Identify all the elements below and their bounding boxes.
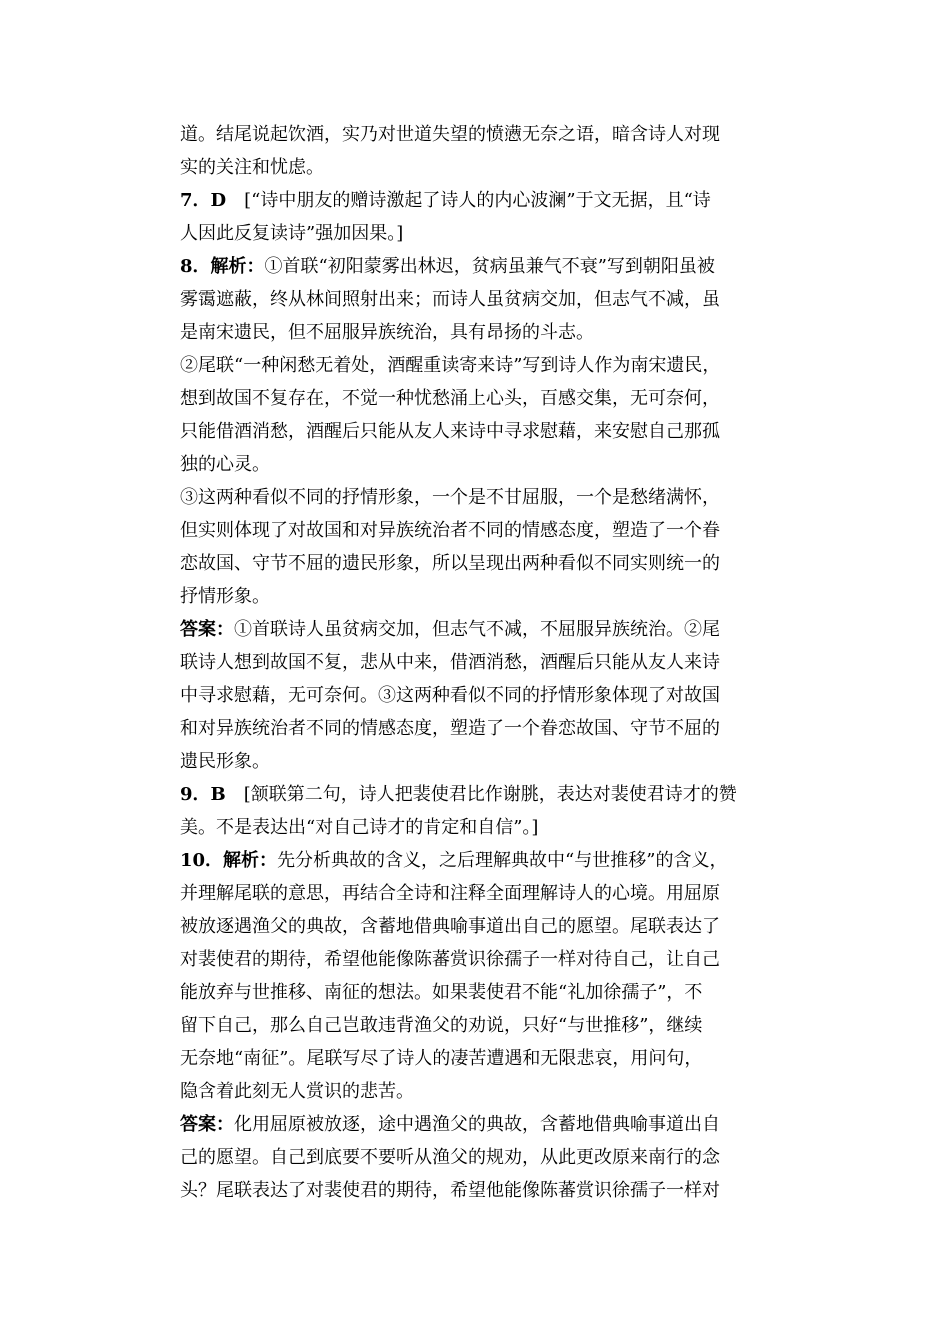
body-text: [颔联第二句，诗人把裴使君比作谢朓，表达对裴使君诗才的赞: [243, 784, 737, 805]
bold-label: 9．B: [180, 784, 244, 805]
body-text: 中寻求慰藉，无可奈何。③这两种看似不同的抒情形象体现了对故国: [180, 685, 720, 706]
body-text: 道。结尾说起饮酒，实乃对世道失望的愤懑无奈之语，暗含诗人对现: [180, 124, 720, 145]
bold-label: 8．解析：: [180, 256, 265, 277]
body-text: 己的愿望。自己到底要不要听从渔父的规劝，从此更改原来南行的念: [180, 1147, 720, 1168]
body-text: 无奈地“南征”。尾联写尽了诗人的凄苦遭遇和无限悲哀，用问句，: [180, 1048, 703, 1069]
text-line: [180, 349, 780, 382]
text-line: [180, 547, 780, 580]
body-text: 实的关注和忧虑。: [180, 157, 324, 178]
text-line: [180, 283, 780, 316]
bold-label: 7．D: [180, 190, 245, 211]
body-text: 并理解尾联的意思，再结合全诗和注释全面理解诗人的心境。用屈原: [180, 883, 720, 904]
body-text: 想到故国不复存在，不觉一种忧愁涌上心头，百感交集，无可奈何，: [180, 388, 720, 409]
body-text: 是南宋遗民，但不屈服异族统治，具有昂扬的斗志。: [180, 322, 594, 343]
body-text: 头？尾联表达了对裴使君的期待，希望他能像陈蕃赏识徐孺子一样对: [180, 1180, 720, 1201]
text-line: [180, 1141, 780, 1174]
text-line: [180, 151, 780, 184]
body-text: ①首联“初阳蒙雾出林迟，贫病虽兼气不衰”写到朝阳虽被: [264, 256, 715, 277]
body-text: 独的心灵。: [180, 454, 270, 475]
text-line: [180, 778, 780, 811]
bold-label: 答案：: [180, 1114, 234, 1135]
text-line: [180, 679, 780, 712]
body-text: 被放逐遇渔父的典故，含蓄地借典喻事道出自己的愿望。尾联表达了: [180, 916, 720, 937]
bold-label: 10．解析：: [180, 850, 278, 871]
text-line: [180, 976, 780, 1009]
body-text: 联诗人想到故国不复，悲从中来，借酒消愁，酒醒后只能从友人来诗: [180, 652, 720, 673]
text-line: [180, 910, 780, 943]
text-line: [180, 1042, 780, 1075]
body-text: 留下自己，那么自己岂敢违背渔父的劝说，只好“与世推移”，继续: [180, 1015, 703, 1036]
text-line: [180, 1108, 780, 1141]
bold-label: 答案：: [180, 619, 234, 640]
text-line: [180, 745, 780, 778]
text-line: [180, 448, 780, 481]
body-text: 遗民形象。: [180, 751, 270, 772]
text-line: [180, 118, 780, 151]
text-line: [180, 382, 780, 415]
body-text: ②尾联“一种闲愁无着处，酒醒重读寄来诗”写到诗人作为南宋遗民，: [180, 355, 721, 376]
text-line: [180, 811, 780, 844]
text-line: [180, 481, 780, 514]
body-text: 和对异族统治者不同的情感态度，塑造了一个眷恋故国、守节不屈的: [180, 718, 720, 739]
text-line: [180, 316, 780, 349]
body-text: 但实则体现了对故国和对异族统治者不同的情感态度，塑造了一个眷: [180, 520, 720, 541]
body-text: 能放弃与世推移、南征的想法。如果裴使君不能“礼加徐孺子”，不: [180, 982, 703, 1003]
text-line: [180, 1009, 780, 1042]
text-line: [180, 1174, 780, 1207]
text-line: [180, 580, 780, 613]
body-text: 恋故国、守节不屈的遗民形象，所以呈现出两种看似不同实则统一的: [180, 553, 720, 574]
body-text: 先分析典故的含义，之后理解典故中“与世推移”的含义，: [277, 850, 728, 871]
text-line: [180, 613, 780, 646]
text-line: [180, 844, 780, 877]
text-line: [180, 877, 780, 910]
body-text: 人因此反复读诗”强加因果。]: [180, 223, 404, 244]
body-text: ①首联诗人虽贫病交加，但志气不减，不屈服异族统治。②尾: [234, 619, 720, 640]
text-line: [180, 415, 780, 448]
body-text: 对裴使君的期待，希望他能像陈蕃赏识徐孺子一样对待自己，让自己: [180, 949, 720, 970]
body-text: ③这两种看似不同的抒情形象，一个是不甘屈服，一个是愁绪满怀，: [180, 487, 720, 508]
body-text: 隐含着此刻无人赏识的悲苦。: [180, 1081, 414, 1102]
text-line: [180, 250, 780, 283]
text-line: [180, 514, 780, 547]
text-line: [180, 943, 780, 976]
body-text: 雾霭遮蔽，终从林间照射出来；而诗人虽贫病交加，但志气不减，虽: [180, 289, 720, 310]
text-line: [180, 646, 780, 679]
text-line: [180, 712, 780, 745]
text-line: [180, 1075, 780, 1108]
body-text: 只能借酒消愁，酒醒后只能从友人来诗中寻求慰藉，来安慰自己那孤: [180, 421, 720, 442]
text-line: [180, 217, 780, 250]
body-text: 抒情形象。: [180, 586, 270, 607]
text-line: [180, 184, 780, 217]
document-page: [180, 118, 780, 1207]
body-text: [“诗中朋友的赠诗激起了诗人的内心波澜”于文无据，且“诗: [244, 190, 711, 211]
body-text: 美。不是表达出“对自己诗才的肯定和自信”。]: [180, 817, 539, 838]
body-text: 化用屈原被放逐，途中遇渔父的典故，含蓄地借典喻事道出自: [234, 1114, 720, 1135]
